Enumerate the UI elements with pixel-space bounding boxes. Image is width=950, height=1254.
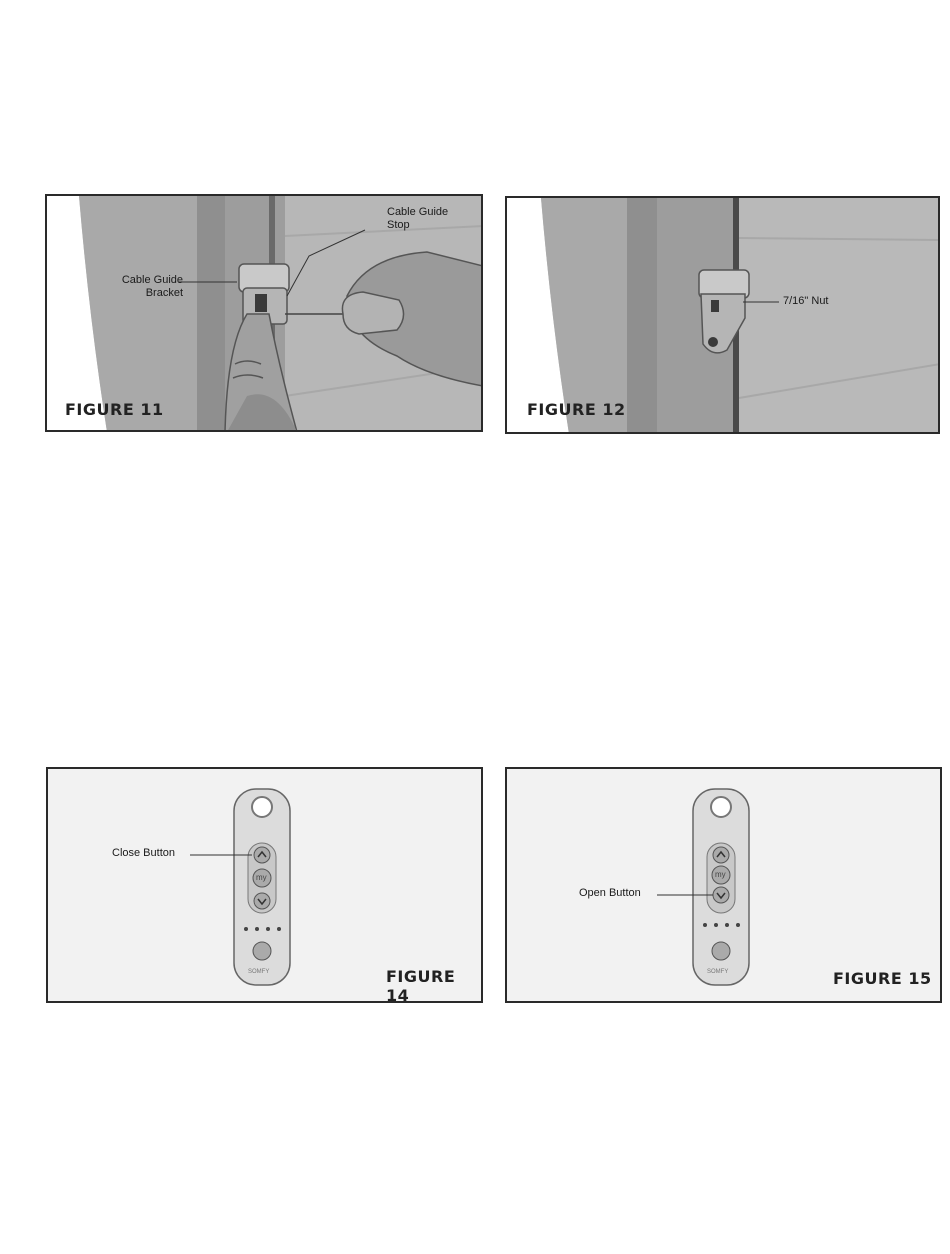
callout-open-button: Open Button bbox=[579, 887, 641, 899]
remote-my-label: my bbox=[715, 870, 726, 879]
callout-bracket-line2: Bracket bbox=[145, 287, 183, 299]
remote-brand: SOMFY bbox=[248, 969, 270, 975]
figure-12-illustration bbox=[507, 198, 940, 434]
figure-14 bbox=[46, 767, 483, 1003]
figure-12-caption: FIGURE 12 bbox=[527, 400, 626, 419]
callout-stop-line2: Stop bbox=[387, 219, 410, 231]
figure-12 bbox=[505, 196, 940, 434]
figure-11 bbox=[45, 194, 483, 432]
callout-close-button: Close Button bbox=[112, 847, 175, 859]
open-button-icon bbox=[713, 887, 729, 903]
remote-brand: SOMFY bbox=[707, 969, 729, 975]
figure-11-caption: FIGURE 11 bbox=[65, 400, 164, 419]
callout-cable-guide-stop bbox=[387, 206, 448, 232]
callout-stop-line1: Cable Guide bbox=[387, 206, 449, 218]
remote-my-label: my bbox=[256, 873, 267, 882]
figure-15-caption: FIGURE 15 bbox=[833, 969, 932, 988]
callout-bracket-line1: Cable Guide bbox=[121, 274, 183, 286]
figure-15 bbox=[505, 767, 942, 1003]
close-button-icon bbox=[254, 847, 270, 863]
figure-14-caption: FIGURE 14 bbox=[386, 967, 456, 1003]
callout-cable-guide-bracket bbox=[109, 274, 183, 300]
callout-nut: 7/16" Nut bbox=[783, 295, 829, 307]
